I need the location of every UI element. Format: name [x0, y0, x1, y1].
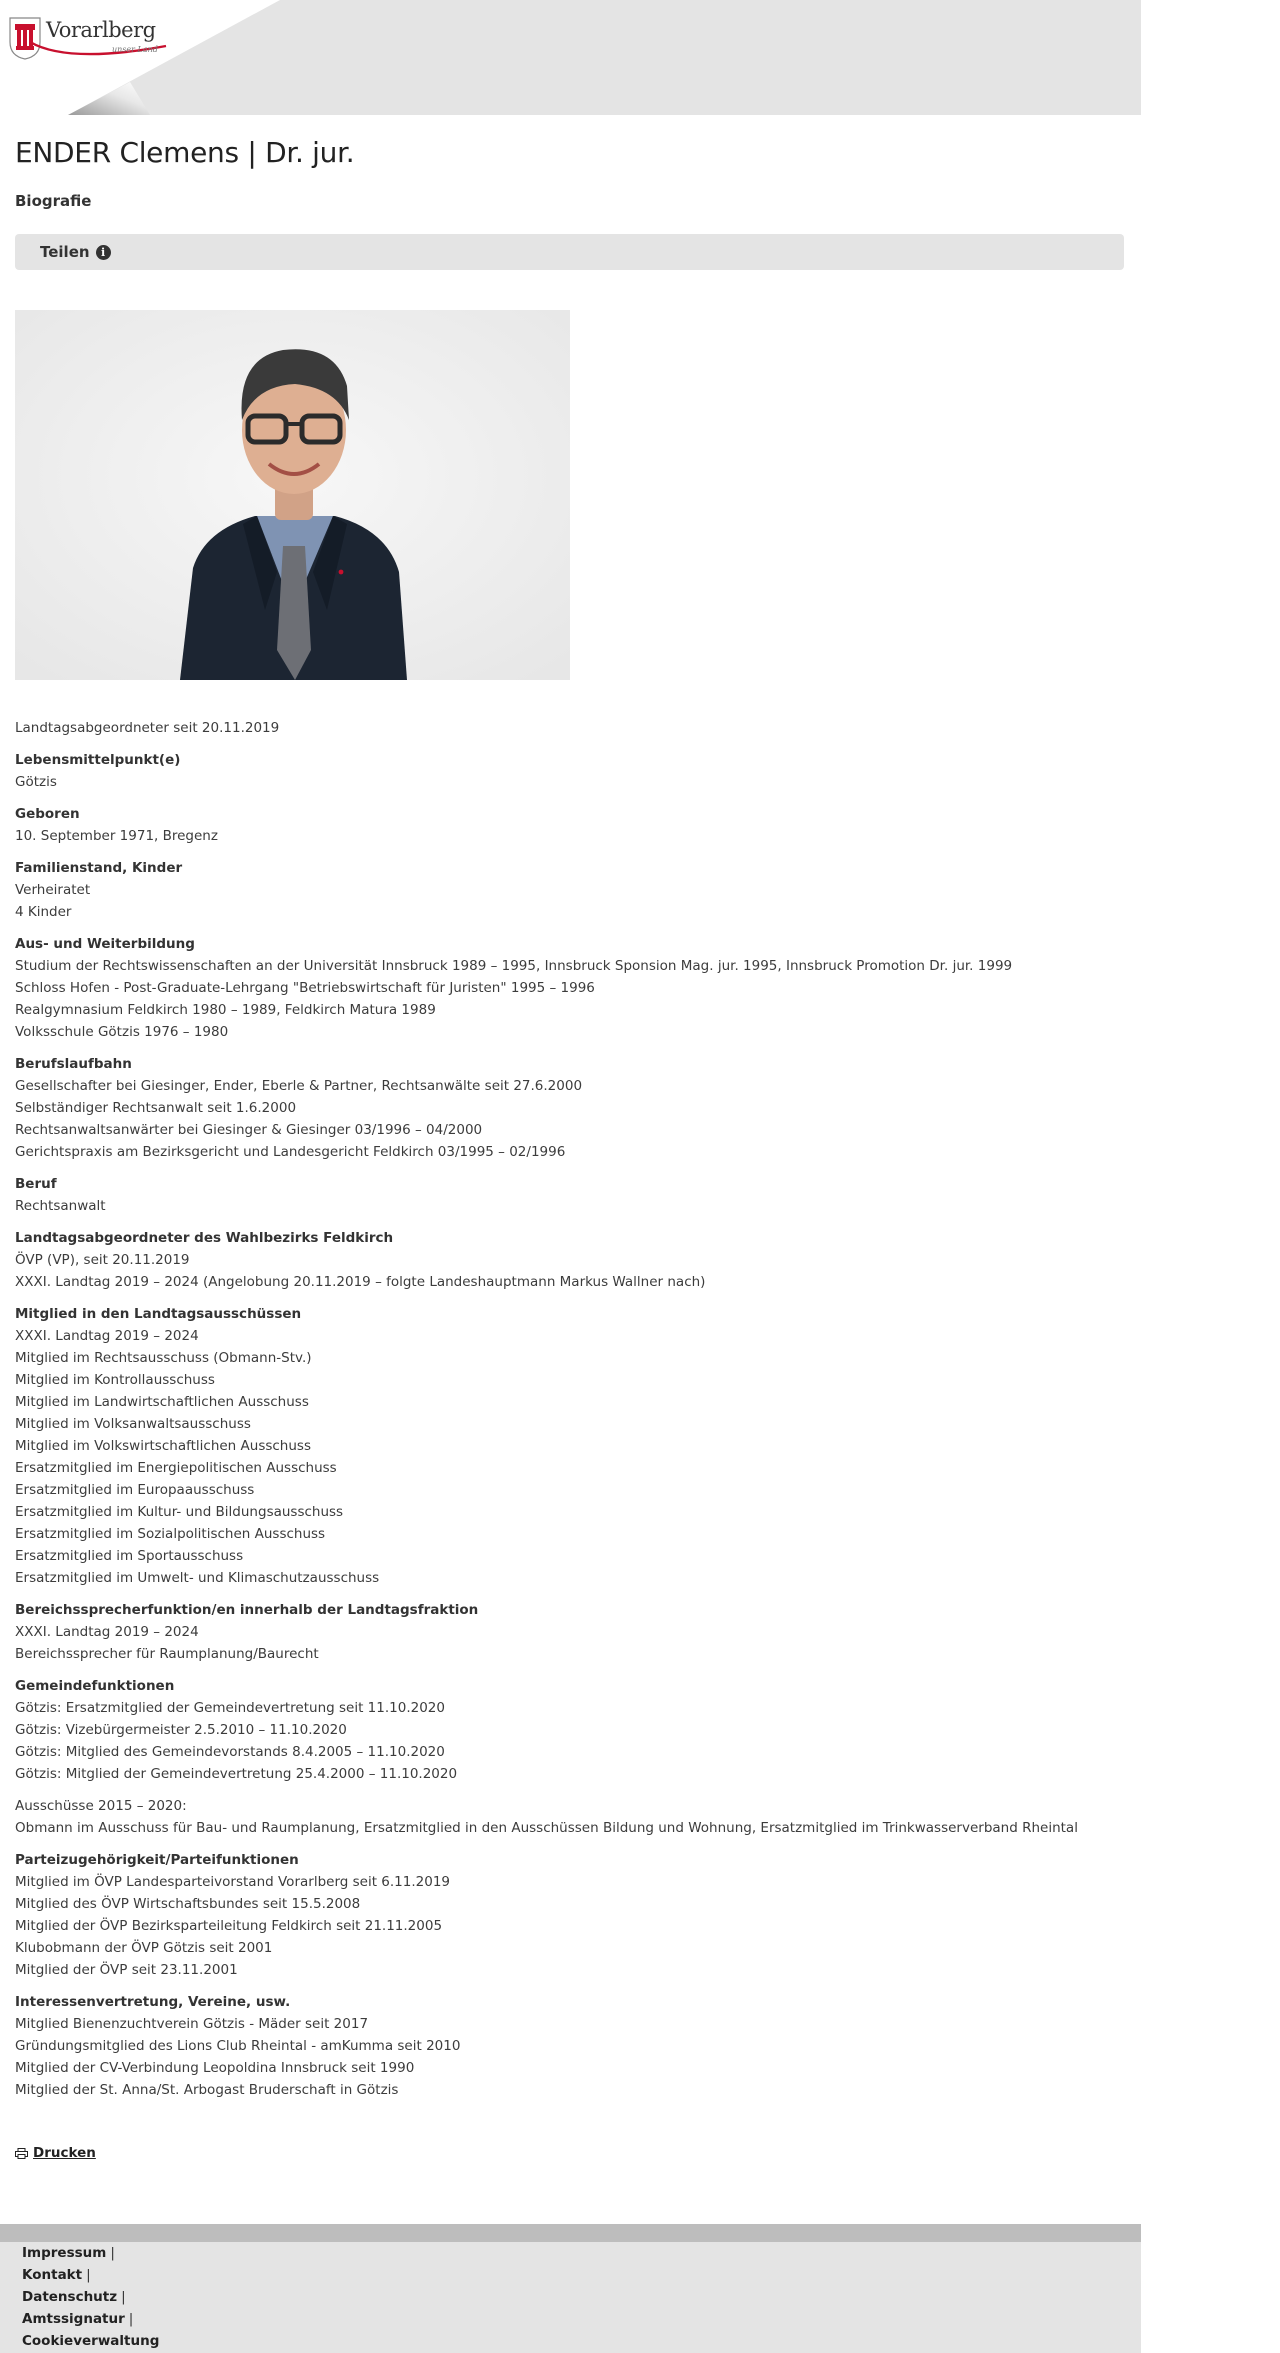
footer-item — [22, 2264, 159, 2286]
footer-link-impressum[interactable]: Impressum — [22, 2245, 107, 2261]
bio-line: XXXI. Landtag 2019 – 2024 — [15, 1328, 199, 1344]
bio-line: Gerichtspraxis am Bezirksgericht und Landesgericht Feldkirch 03/1995 – 02/1996 — [15, 1144, 566, 1160]
footer-link-amtssignatur[interactable]: Amtssignatur — [22, 2311, 125, 2327]
bio-line: Gründungsmitglied des Lions Club Rheintal - amKumma seit 2010 — [15, 2038, 461, 2054]
bio-line: Götzis: Mitglied des Gemeindevorstands 8.4.2005 – 11.10.2020 — [15, 1744, 445, 1760]
footer-link-kontakt[interactable]: Kontakt — [22, 2267, 83, 2283]
bio-section-title: Bereichssprecherfunktion/en innerhalb der Landtagsfraktion — [15, 1602, 479, 1618]
bio-line: 4 Kinder — [15, 904, 72, 920]
logo-tagline: unser Land — [112, 45, 158, 54]
bio-section — [15, 1795, 1125, 1839]
bio-line: Mitglied im Volksanwaltsausschuss — [15, 1416, 251, 1432]
portrait-illustration — [15, 310, 570, 680]
bio-line: Ersatzmitglied im Sozialpolitischen Ausschuss — [15, 1526, 326, 1542]
bio-line: Bereichssprecher für Raumplanung/Baurecht — [15, 1646, 319, 1662]
bio-section-title: Beruf — [15, 1176, 57, 1192]
bio-line: Ersatzmitglied im Europaausschuss — [15, 1482, 255, 1498]
footer-link-datenschutz[interactable]: Datenschutz — [22, 2289, 118, 2305]
bio-line: Mitglied im Kontrollausschuss — [15, 1372, 215, 1388]
logo-wordmark — [46, 14, 176, 62]
bio-line: Mitglied Bienenzuchtverein Götzis - Mäder seit 2017 — [15, 2016, 369, 2032]
bio-line: Götzis: Ersatzmitglied der Gemeindevertretung seit 11.10.2020 — [15, 1700, 445, 1716]
logo-link[interactable] — [8, 14, 176, 62]
bio-section-title: Gemeindefunktionen — [15, 1678, 175, 1694]
footer-divider — [0, 2224, 1141, 2242]
footer-separator: | — [110, 2245, 115, 2261]
bio-line: Klubobmann der ÖVP Götzis seit 2001 — [15, 1940, 273, 1956]
bio-section-title: Familienstand, Kinder — [15, 860, 183, 876]
bio-section-title: Interessenvertretung, Vereine, usw. — [15, 1994, 291, 2010]
footer-item — [22, 2308, 159, 2330]
bio-line: Mitglied im ÖVP Landesparteivorstand Vorarlberg seit 6.11.2019 — [15, 1874, 450, 1890]
page-subtitle: Biografie — [15, 192, 92, 210]
bio-section — [15, 1227, 1125, 1293]
bio-section-title: Berufslaufbahn — [15, 1056, 132, 1072]
bio-section-title: Geboren — [15, 806, 80, 822]
bio-section — [15, 1991, 1125, 2101]
bio-line: Mitglied der St. Anna/St. Arbogast Bruderschaft in Götzis — [15, 2082, 399, 2098]
info-circle-icon[interactable]: i — [96, 245, 111, 260]
bio-section-title: Landtagsabgeordneter des Wahlbezirks Feldkirch — [15, 1230, 394, 1246]
page-title: ENDER Clemens | Dr. jur. — [15, 136, 355, 169]
logo-text: Vorarlberg — [46, 18, 156, 42]
bio-line: Studium der Rechtswissenschaften an der Universität Innsbruck 1989 – 1995, Innsbruck Sponsion Mag. jur. 1995, Innsbruck Promotion Dr. jur. 1999 — [15, 958, 1013, 974]
bio-line: Ersatzmitglied im Umwelt- und Klimaschutzausschuss — [15, 1570, 380, 1586]
bio-line: Rechtsanwaltsanwärter bei Giesinger & Giesinger 03/1996 – 04/2000 — [15, 1122, 483, 1138]
site-footer — [0, 2242, 1141, 2353]
footer-item — [22, 2330, 159, 2352]
bio-line: Volksschule Götzis 1976 – 1980 — [15, 1024, 229, 1040]
bio-line: Realgymnasium Feldkirch 1980 – 1989, Feldkirch Matura 1989 — [15, 1002, 436, 1018]
bio-line: Ersatzmitglied im Energiepolitischen Ausschuss — [15, 1460, 337, 1476]
footer-link-cookieverwaltung[interactable]: Cookieverwaltung — [22, 2333, 160, 2349]
portrait-photo — [15, 310, 570, 680]
bio-line: Rechtsanwalt — [15, 1198, 106, 1214]
share-bar[interactable] — [15, 234, 1124, 270]
bio-line: Ersatzmitglied im Kultur- und Bildungsausschuss — [15, 1504, 344, 1520]
bio-line: Obmann im Ausschuss für Bau- und Raumplanung, Ersatzmitglied in den Ausschüssen Bildung und Wohnung, Ersatzmitglied im Trinkwasserverband Rheintal — [15, 1820, 1078, 1836]
bio-line: Götzis: Vizebürgermeister 2.5.2010 – 11.10.2020 — [15, 1722, 347, 1738]
bio-line: Mitglied im Volkswirtschaftlichen Ausschuss — [15, 1438, 311, 1454]
print-link[interactable] — [15, 2145, 96, 2161]
bio-section — [15, 933, 1125, 1043]
bio-line: Mitglied der ÖVP seit 23.11.2001 — [15, 1962, 238, 1978]
bio-section-title: Mitglied in den Landtagsausschüssen — [15, 1306, 302, 1322]
bio-line: XXXI. Landtag 2019 – 2024 — [15, 1624, 199, 1640]
bio-line: Götzis: Mitglied der Gemeindevertretung 25.4.2000 – 11.10.2020 — [15, 1766, 458, 1782]
footer-separator: | — [121, 2289, 126, 2305]
bio-section-title: Lebensmittelpunkt(e) — [15, 752, 181, 768]
site-header — [0, 0, 1141, 115]
bio-line: ÖVP (VP), seit 20.11.2019 — [15, 1252, 190, 1268]
footer-item — [22, 2242, 159, 2264]
bio-section — [15, 1303, 1125, 1589]
print-label[interactable]: Drucken — [33, 2145, 96, 2161]
footer-item — [22, 2286, 159, 2308]
bio-line: Ausschüsse 2015 – 2020: — [15, 1798, 187, 1814]
bio-line: Götzis — [15, 774, 57, 790]
bio-line: Mitglied im Landwirtschaftlichen Ausschuss — [15, 1394, 309, 1410]
bio-section — [15, 749, 1125, 793]
bio-section — [15, 1053, 1125, 1163]
biography-sections — [15, 749, 1125, 2101]
bio-line: Mitglied der CV-Verbindung Leopoldina Innsbruck seit 1990 — [15, 2060, 415, 2076]
share-label[interactable]: Teilen — [40, 243, 90, 261]
print-icon — [15, 2148, 28, 2159]
footer-separator: | — [128, 2311, 134, 2327]
bio-line: Selbständiger Rechtsanwalt seit 1.6.2000 — [15, 1100, 297, 1116]
bio-line: Verheiratet — [15, 882, 91, 898]
biography-content — [15, 717, 1125, 2101]
footer-links — [22, 2242, 159, 2352]
footer-separator: | — [86, 2267, 91, 2283]
bio-line: Mitglied im Rechtsausschuss (Obmann-Stv.) — [15, 1350, 312, 1366]
bio-section — [15, 1849, 1125, 1981]
bio-line: 10. September 1971, Bregenz — [15, 828, 218, 844]
bio-line: Mitglied des ÖVP Wirtschaftsbundes seit 15.5.2008 — [15, 1896, 361, 1912]
intro-line: Landtagsabgeordneter seit 20.11.2019 — [15, 720, 280, 736]
bio-line: Schloss Hofen - Post-Graduate-Lehrgang "Betriebswirtschaft für Juristen" 1995 – 1996 — [15, 980, 595, 996]
bio-section-title: Parteizugehörigkeit/Parteifunktionen — [15, 1852, 299, 1868]
bio-section — [15, 1599, 1125, 1665]
bio-line: Gesellschafter bei Giesinger, Ender, Eberle & Partner, Rechtsanwälte seit 27.6.2000 — [15, 1078, 583, 1094]
bio-line: Ersatzmitglied im Sportausschuss — [15, 1548, 244, 1564]
bio-section-title: Aus- und Weiterbildung — [15, 936, 195, 952]
bio-section — [15, 1173, 1125, 1217]
bio-line: Mitglied der ÖVP Bezirksparteileitung Feldkirch seit 21.11.2005 — [15, 1918, 443, 1934]
bio-section — [15, 857, 1125, 923]
bio-section — [15, 803, 1125, 847]
bio-section — [15, 1675, 1125, 1785]
bio-line: XXXI. Landtag 2019 – 2024 (Angelobung 20.11.2019 – folgte Landeshauptmann Markus Wallner nach) — [15, 1274, 706, 1290]
